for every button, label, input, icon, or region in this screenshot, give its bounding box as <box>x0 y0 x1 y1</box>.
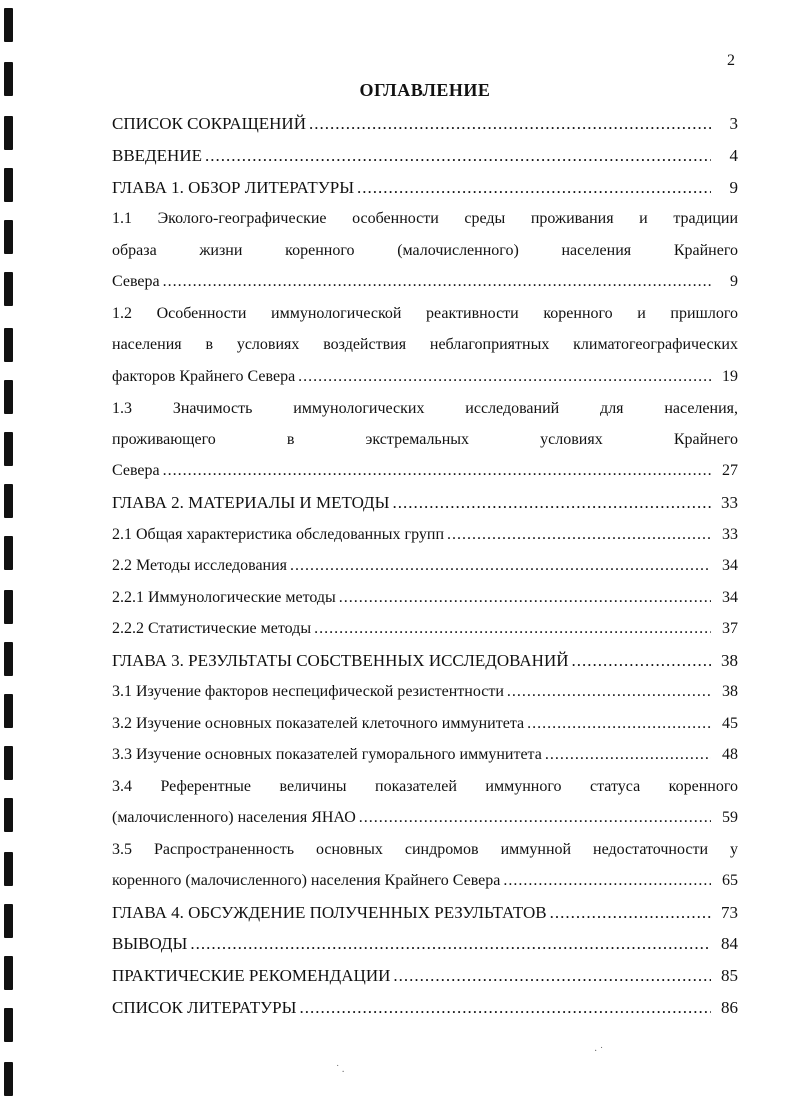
leader-dots <box>503 869 711 893</box>
toc-entry[interactable] <box>112 365 738 389</box>
binding-mark <box>4 956 13 990</box>
toc-entry-text: СПИСОК СОКРАЩЕНИЙ <box>112 114 306 133</box>
toc-entry[interactable] <box>112 554 738 578</box>
toc-entry-text: 2.1 Общая характеристика обследованных групп <box>112 526 445 543</box>
leader-dots <box>545 743 711 767</box>
toc-entry-line[interactable]: проживающего в экстремальных условиях Крайнего <box>112 431 738 448</box>
binding-marks <box>4 0 14 1104</box>
binding-mark <box>4 484 13 518</box>
leader-dots <box>290 554 711 578</box>
toc-entry[interactable] <box>112 176 738 200</box>
toc-entry-text: Севера <box>112 462 160 479</box>
binding-mark <box>4 168 13 202</box>
toc-entry[interactable] <box>112 680 738 704</box>
leader-dots <box>550 901 711 925</box>
toc-entry-text: 2.2 Методы исследования <box>112 557 288 574</box>
leader-dots <box>507 680 711 704</box>
toc-entry-text: ПРАКТИЧЕСКИЕ РЕКОМЕНДАЦИИ <box>112 966 391 985</box>
toc-entry-line[interactable]: 1.3 Значимость иммунологических исследований для населения, <box>112 400 738 417</box>
leader-dots <box>339 586 711 610</box>
leader-dots <box>392 491 711 515</box>
page-number: 2 <box>727 52 735 69</box>
leader-dots <box>298 365 711 389</box>
leader-dots <box>572 649 711 673</box>
toc-entry[interactable] <box>112 617 738 641</box>
toc-entry-page: 33 <box>721 493 738 512</box>
toc-entry[interactable] <box>112 523 738 547</box>
toc-entry-page: 86 <box>721 998 738 1017</box>
binding-mark <box>4 1008 13 1042</box>
toc-entry[interactable] <box>112 649 738 673</box>
toc-entry-text: 3.1 Изучение факторов неспецифической резистентности <box>112 683 504 700</box>
toc-entry-text: факторов Крайнего Севера <box>112 368 296 385</box>
binding-mark <box>4 432 13 466</box>
binding-mark <box>4 380 13 414</box>
toc-entry-page: 48 <box>722 746 738 763</box>
binding-mark <box>4 590 13 624</box>
toc-entry[interactable] <box>112 901 738 925</box>
toc-entry-line[interactable]: 3.4 Референтные величины показателей иммунного статуса коренного <box>112 778 738 795</box>
binding-mark <box>4 904 13 938</box>
toc-entry-page: 34 <box>722 557 738 574</box>
leader-dots <box>190 932 711 956</box>
scan-specks: ˙ . <box>336 1064 345 1075</box>
leader-dots <box>359 806 711 830</box>
binding-mark <box>4 852 13 886</box>
toc-entry-page: 73 <box>721 903 738 922</box>
toc-entry-page: 9 <box>729 178 738 197</box>
toc-entry[interactable] <box>112 964 738 988</box>
toc-entry-text: 2.2.1 Иммунологические методы <box>112 589 336 606</box>
leader-dots <box>357 176 711 200</box>
toc-entry-page: 59 <box>722 809 738 826</box>
leader-dots <box>163 459 711 483</box>
binding-mark <box>4 1062 13 1096</box>
toc-entry-line[interactable]: 3.5 Распространенность основных синдромов иммунной недостаточности у <box>112 841 738 858</box>
leader-dots <box>309 112 711 136</box>
toc-entry-text: Севера <box>112 273 160 290</box>
toc-entry[interactable] <box>112 586 738 610</box>
binding-mark <box>4 798 13 832</box>
binding-mark <box>4 116 13 150</box>
toc-entry-line[interactable]: образа жизни коренного (малочисленного) населения Крайнего <box>112 242 738 259</box>
toc-entry-page: 38 <box>722 683 738 700</box>
toc-entry-page: 37 <box>722 620 738 637</box>
leader-dots <box>299 996 711 1020</box>
toc-entry-text: ВВЕДЕНИЕ <box>112 146 202 165</box>
toc-entry[interactable] <box>112 869 738 893</box>
toc-entry-page: 85 <box>721 966 738 985</box>
leader-dots <box>163 270 711 294</box>
toc-entry[interactable] <box>112 459 738 483</box>
toc-entry-text: 3.2 Изучение основных показателей клеточного иммунитета <box>112 715 525 732</box>
toc-entry-line[interactable]: 1.1 Эколого-географические особенности среды проживания и традиции <box>112 210 738 227</box>
toc-entry-line[interactable]: населения в условиях воздействия неблагоприятных климатогеографических <box>112 336 738 353</box>
toc-entry-text: ГЛАВА 3. РЕЗУЛЬТАТЫ СОБСТВЕННЫХ ИССЛЕДОВАНИЙ <box>112 651 569 670</box>
toc-entry-page: 45 <box>722 715 738 732</box>
toc-entry[interactable] <box>112 491 738 515</box>
binding-mark <box>4 746 13 780</box>
leader-dots <box>527 712 711 736</box>
binding-mark <box>4 536 13 570</box>
toc-entry[interactable] <box>112 932 738 956</box>
leader-dots <box>447 523 711 547</box>
toc-entry-page: 3 <box>729 114 738 133</box>
toc-entry-text: ГЛАВА 4. ОБСУЖДЕНИЕ ПОЛУЧЕННЫХ РЕЗУЛЬТАТОВ <box>112 903 547 922</box>
leader-dots <box>393 964 711 988</box>
toc-entry-text: СПИСОК ЛИТЕРАТУРЫ <box>112 998 297 1017</box>
binding-mark <box>4 220 13 254</box>
toc-entry-page: 19 <box>722 368 738 385</box>
toc-entry-page: 9 <box>730 273 738 290</box>
toc-entry-page: 27 <box>722 462 738 479</box>
toc-entry-page: 33 <box>722 526 738 543</box>
scan-specks: · ˙ <box>594 1046 604 1057</box>
binding-mark <box>4 694 13 728</box>
page-title: ОГЛАВЛЕНИЕ <box>359 80 491 100</box>
leader-dots <box>205 144 711 168</box>
toc-entry[interactable] <box>112 712 738 736</box>
toc-entry-text: ГЛАВА 2. МАТЕРИАЛЫ И МЕТОДЫ <box>112 493 390 512</box>
toc-entry-line[interactable]: 1.2 Особенности иммунологической реактивности коренного и пришлого <box>112 305 738 322</box>
toc-entry[interactable] <box>112 996 738 1020</box>
binding-mark <box>4 642 13 676</box>
toc-entry-page: 65 <box>722 872 738 889</box>
binding-mark <box>4 8 13 42</box>
toc-entry-page: 84 <box>721 934 738 953</box>
toc-entry-text: ВЫВОДЫ <box>112 934 188 953</box>
toc-entry[interactable] <box>112 112 738 136</box>
toc-entry-text: 2.2.2 Статистические методы <box>112 620 312 637</box>
toc-entry-text: коренного (малочисленного) населения Крайнего Севера <box>112 872 501 889</box>
toc-entry[interactable] <box>112 743 738 767</box>
leader-dots <box>314 617 711 641</box>
toc-entry-page: 38 <box>721 651 738 670</box>
toc-entry-text: 3.3 Изучение основных показателей гуморального иммунитета <box>112 746 542 763</box>
toc-entry-text: (малочисленного) населения ЯНАО <box>112 809 356 826</box>
toc-entry[interactable] <box>112 144 738 168</box>
toc-entry[interactable] <box>112 806 738 830</box>
toc-entry-page: 34 <box>722 589 738 606</box>
toc-entry-text: ГЛАВА 1. ОБЗОР ЛИТЕРАТУРЫ <box>112 178 355 197</box>
binding-mark <box>4 272 13 306</box>
toc-entry-page: 4 <box>729 146 738 165</box>
toc-entry[interactable] <box>112 270 738 294</box>
binding-mark <box>4 328 13 362</box>
